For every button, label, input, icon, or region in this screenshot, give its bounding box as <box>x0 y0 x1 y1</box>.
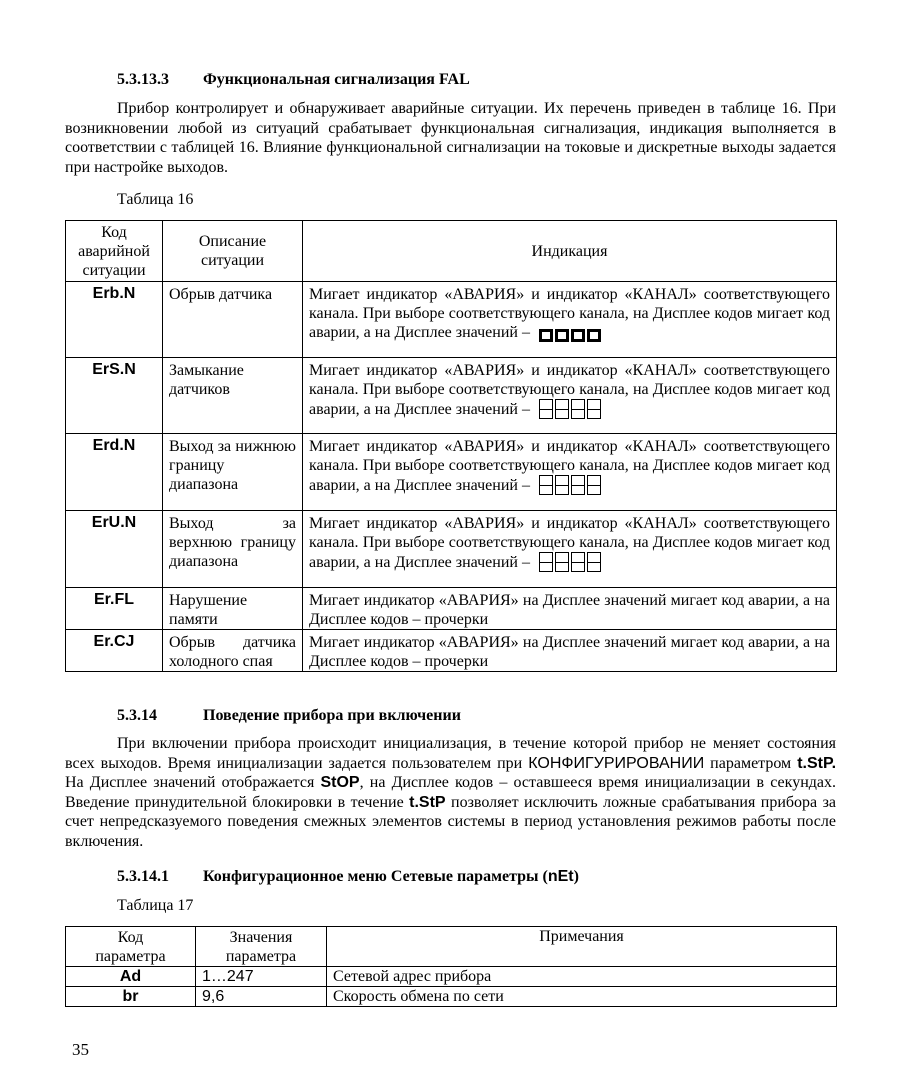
header-value: Значения параметра <box>196 927 327 967</box>
alarm-description: Нарушение памяти <box>163 588 303 630</box>
section-heading-fal <box>117 71 470 89</box>
table-row <box>66 434 837 511</box>
alarm-code: Er.CJ <box>66 630 163 672</box>
table17-caption: Таблица 17 <box>117 897 194 914</box>
param-code: t.StP. <box>797 754 837 772</box>
text: КОНФИГУРИРОВАНИИ <box>528 754 705 772</box>
section-heading-poweron <box>117 707 461 725</box>
display-digits-icon <box>539 399 601 419</box>
param-note: Сетевой адрес прибора <box>327 967 837 987</box>
section-number: 5.3.13.3 <box>117 71 169 88</box>
header-code: Код параметра <box>66 927 196 967</box>
section-title-end: ) <box>573 868 579 885</box>
display-digits-icon <box>539 329 601 342</box>
indication-text: Мигает индикатор «АВАРИЯ» и индикатор «КАНАЛ» соответствующего канала. При выборе соответствующего канала, на Дисплее кодов мигает код аварии, а на Дисплее значений – <box>309 286 830 341</box>
alarm-indication <box>303 511 837 588</box>
indication-text: Мигает индикатор «АВАРИЯ» и индикатор «КАНАЛ» соответствующего канала. При выборе соответствующего канала, на Дисплее кодов мигает код аварии, а на Дисплее значений – <box>309 515 830 571</box>
param-code: t.StP <box>409 793 446 811</box>
table-row <box>66 967 837 987</box>
text: параметром <box>704 754 798 772</box>
section-title: Конфигурационное меню Сетевые параметры ( <box>203 868 548 885</box>
section-heading-net <box>117 868 579 886</box>
alarm-indication: Мигает индикатор «АВАРИЯ» на Дисплее значений мигает код аварии, а на Дисплее кодов – прочерки <box>303 630 837 672</box>
alarm-indication <box>303 282 837 358</box>
alarm-description: Выход за нижнюю границу диапазона <box>163 434 303 511</box>
indication-text: Мигает индикатор «АВАРИЯ» и индикатор «КАНАЛ» соответствующего канала. При выборе соответствующего канала, на Дисплее кодов мигает код аварии, а на Дисплее значений – <box>309 362 830 418</box>
alarm-indication: Мигает индикатор «АВАРИЯ» на Дисплее значений мигает код аварии, а на Дисплее кодов – прочерки <box>303 588 837 630</box>
table-row <box>66 358 837 434</box>
display-digits-icon <box>539 552 601 572</box>
text: На Дисплее значений отображается <box>65 774 321 791</box>
table-row <box>66 588 837 630</box>
alarm-indication <box>303 358 837 434</box>
param-value: 9,6 <box>196 987 327 1007</box>
alarm-indication <box>303 434 837 511</box>
header-notes: Примечания <box>327 927 837 967</box>
table-header-row <box>66 221 837 282</box>
header-indication: Индикация <box>303 221 837 282</box>
section-title: Функциональная сигнализация FAL <box>203 71 470 88</box>
table-16 <box>65 220 837 672</box>
alarm-code: ErU.N <box>66 511 163 588</box>
page-number: 35 <box>72 1040 89 1059</box>
section-title: Поведение прибора при включении <box>203 707 461 724</box>
table16-caption: Таблица 16 <box>117 191 194 208</box>
param-note: Скорость обмена по сети <box>327 987 837 1007</box>
alarm-description: Замыкание датчиков <box>163 358 303 434</box>
table-row <box>66 630 837 672</box>
section-title-code: nEt <box>547 868 574 885</box>
param-code: StOP <box>320 774 360 791</box>
table-17 <box>65 926 837 1007</box>
param-code: br <box>66 987 196 1007</box>
table-row <box>66 282 837 358</box>
alarm-description: Выход за верхнюю границу диапазона <box>163 511 303 588</box>
section-number: 5.3.14.1 <box>117 868 169 885</box>
alarm-code: Erb.N <box>66 282 163 358</box>
alarm-code: ErS.N <box>66 358 163 434</box>
param-code: Ad <box>66 967 196 987</box>
table-header-row <box>66 927 837 967</box>
alarm-code: Er.FL <box>66 588 163 630</box>
header-desc: Описание ситуации <box>163 221 303 282</box>
alarm-description: Обрыв датчика <box>163 282 303 358</box>
paragraph-fal: Прибор контролирует и обнаруживает аварийные ситуации. Их перечень приведен в таблице 16. При возникновении любой из ситуаций срабатывает функциональная сигнализация, индикация выполняется в соответствии с таблицей 16. Влияние функциональной сигнализации на токовые и дискретные выходы задается при настройке выходов. <box>65 100 836 176</box>
paragraph-poweron <box>65 734 836 851</box>
indication-text: Мигает индикатор «АВАРИЯ» и индикатор «КАНАЛ» соответствующего канала. При выборе соответствующего канала, на Дисплее кодов мигает код аварии, а на Дисплее значений – <box>309 438 830 494</box>
table-row <box>66 987 837 1007</box>
alarm-description: Обрыв датчика холодного спая <box>163 630 303 672</box>
text: При включении прибора происходит инициализация, в течение которой прибор не меняет состояния всех выходов. Время инициализации задается пользователем при <box>65 735 836 772</box>
display-digits-icon <box>539 475 601 495</box>
text: , на Дисплее кодов – оставшееся время инициализации в секундах. Введение принудительной блокировки в течение <box>65 774 836 811</box>
alarm-code: Erd.N <box>66 434 163 511</box>
param-value: 1…247 <box>196 967 327 987</box>
text: позволяет исключить ложные срабатывания прибора за счет непредсказуемого поведения смежных элементов системы в период установления режимов работы после включения. <box>65 793 837 850</box>
header-code: Код аварийной ситуации <box>66 221 163 282</box>
table-row <box>66 511 837 588</box>
section-number: 5.3.14 <box>117 707 157 724</box>
